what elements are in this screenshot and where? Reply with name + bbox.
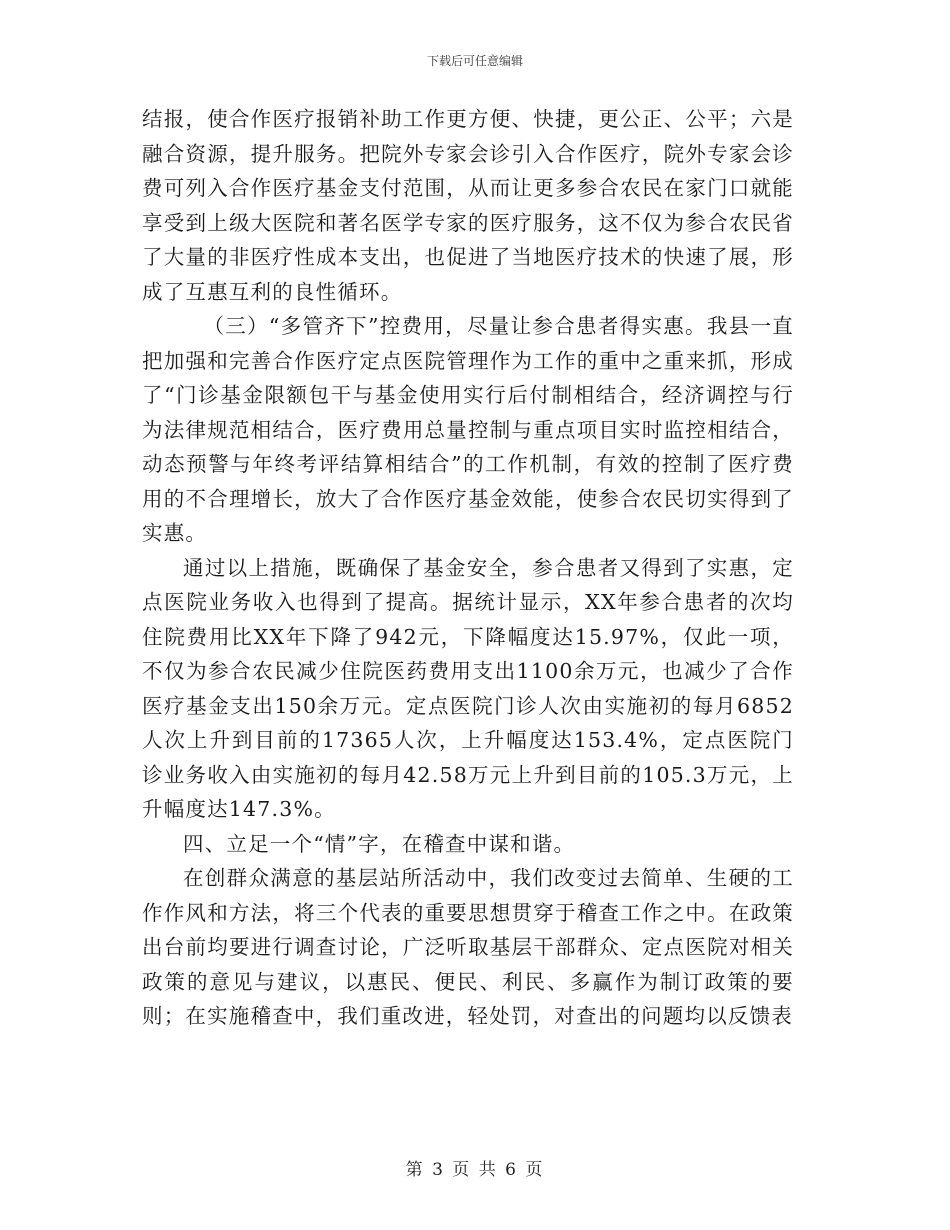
page-number-footer: 第 3 页 共 6 页	[405, 1160, 545, 1180]
document-body	[142, 102, 794, 1034]
page-header-note: 下载后可任意编辑	[426, 54, 523, 68]
paragraph-cost-control: （三）“多管齐下”控费用，尽量让参合患者得实惠。我县一直把加强和完善合作医疗定点医院管理作为工作的重中之重来抓，形成了“门诊基金限额包干与基金使用实行后付制相结合，经济调控与行为法律规范相结合，医疗费用总量控制与重点项目实时监控相结合，动态预警与年终考评结算相结合”的工作机制，有效的控制了医疗费用的不合理增长，放大了合作医疗基金效能，使参合农民切实得到了实惠。	[142, 314, 794, 545]
section-heading-four: 四、立足一个“情”字，在稽查中谋和谐。	[183, 831, 576, 856]
paragraph-inspection: 在创群众满意的基层站所活动中，我们改变过去简单、生硬的工作作风和方法，将三个代表的重要思想贯穿于稽查工作之中。在政策出台前均要进行调查讨论，广泛听取基层干部群众、定点医院对相关政策的意见与建议，以惠民、便民、利民、多赢作为制订政策的要则；在实施稽查中，我们重改进，轻处罚，对查出的问题均以反馈表	[142, 866, 794, 1028]
paragraph-results: 通过以上措施，既确保了基金安全，参合患者又得到了实惠，定点医院业务收入也得到了提高。据统计显示，XX年参合患者的次均住院费用比XX年下降了942元，下降幅度达15.97%，仅此一项，不仅为参合农民减少住院医药费用支出1100余万元，也减少了合作医疗基金支出150余万元。定点医院门诊人次由实施初的每月6852人次上升到目前的17365人次，上升幅度达153.4%，定点医院门诊业务收入由实施初的每月42.58万元上升到目前的105.3万元，上升幅度达147.3%。	[142, 555, 794, 821]
paragraph-continuation: 结报，使合作医疗报销补助工作更方便、快捷，更公正、公平；六是融合资源，提升服务。把院外专家会诊引入合作医疗，院外专家会诊费可列入合作医疗基金支付范围，从而让更多参合农民在家门口就能享受到上级大医院和著名医学专家的医疗服务，这不仅为参合农民省了大量的非医疗性成本支出，也促进了当地医疗技术的快速了展，形成了互惠互利的良性循环。	[142, 107, 794, 304]
